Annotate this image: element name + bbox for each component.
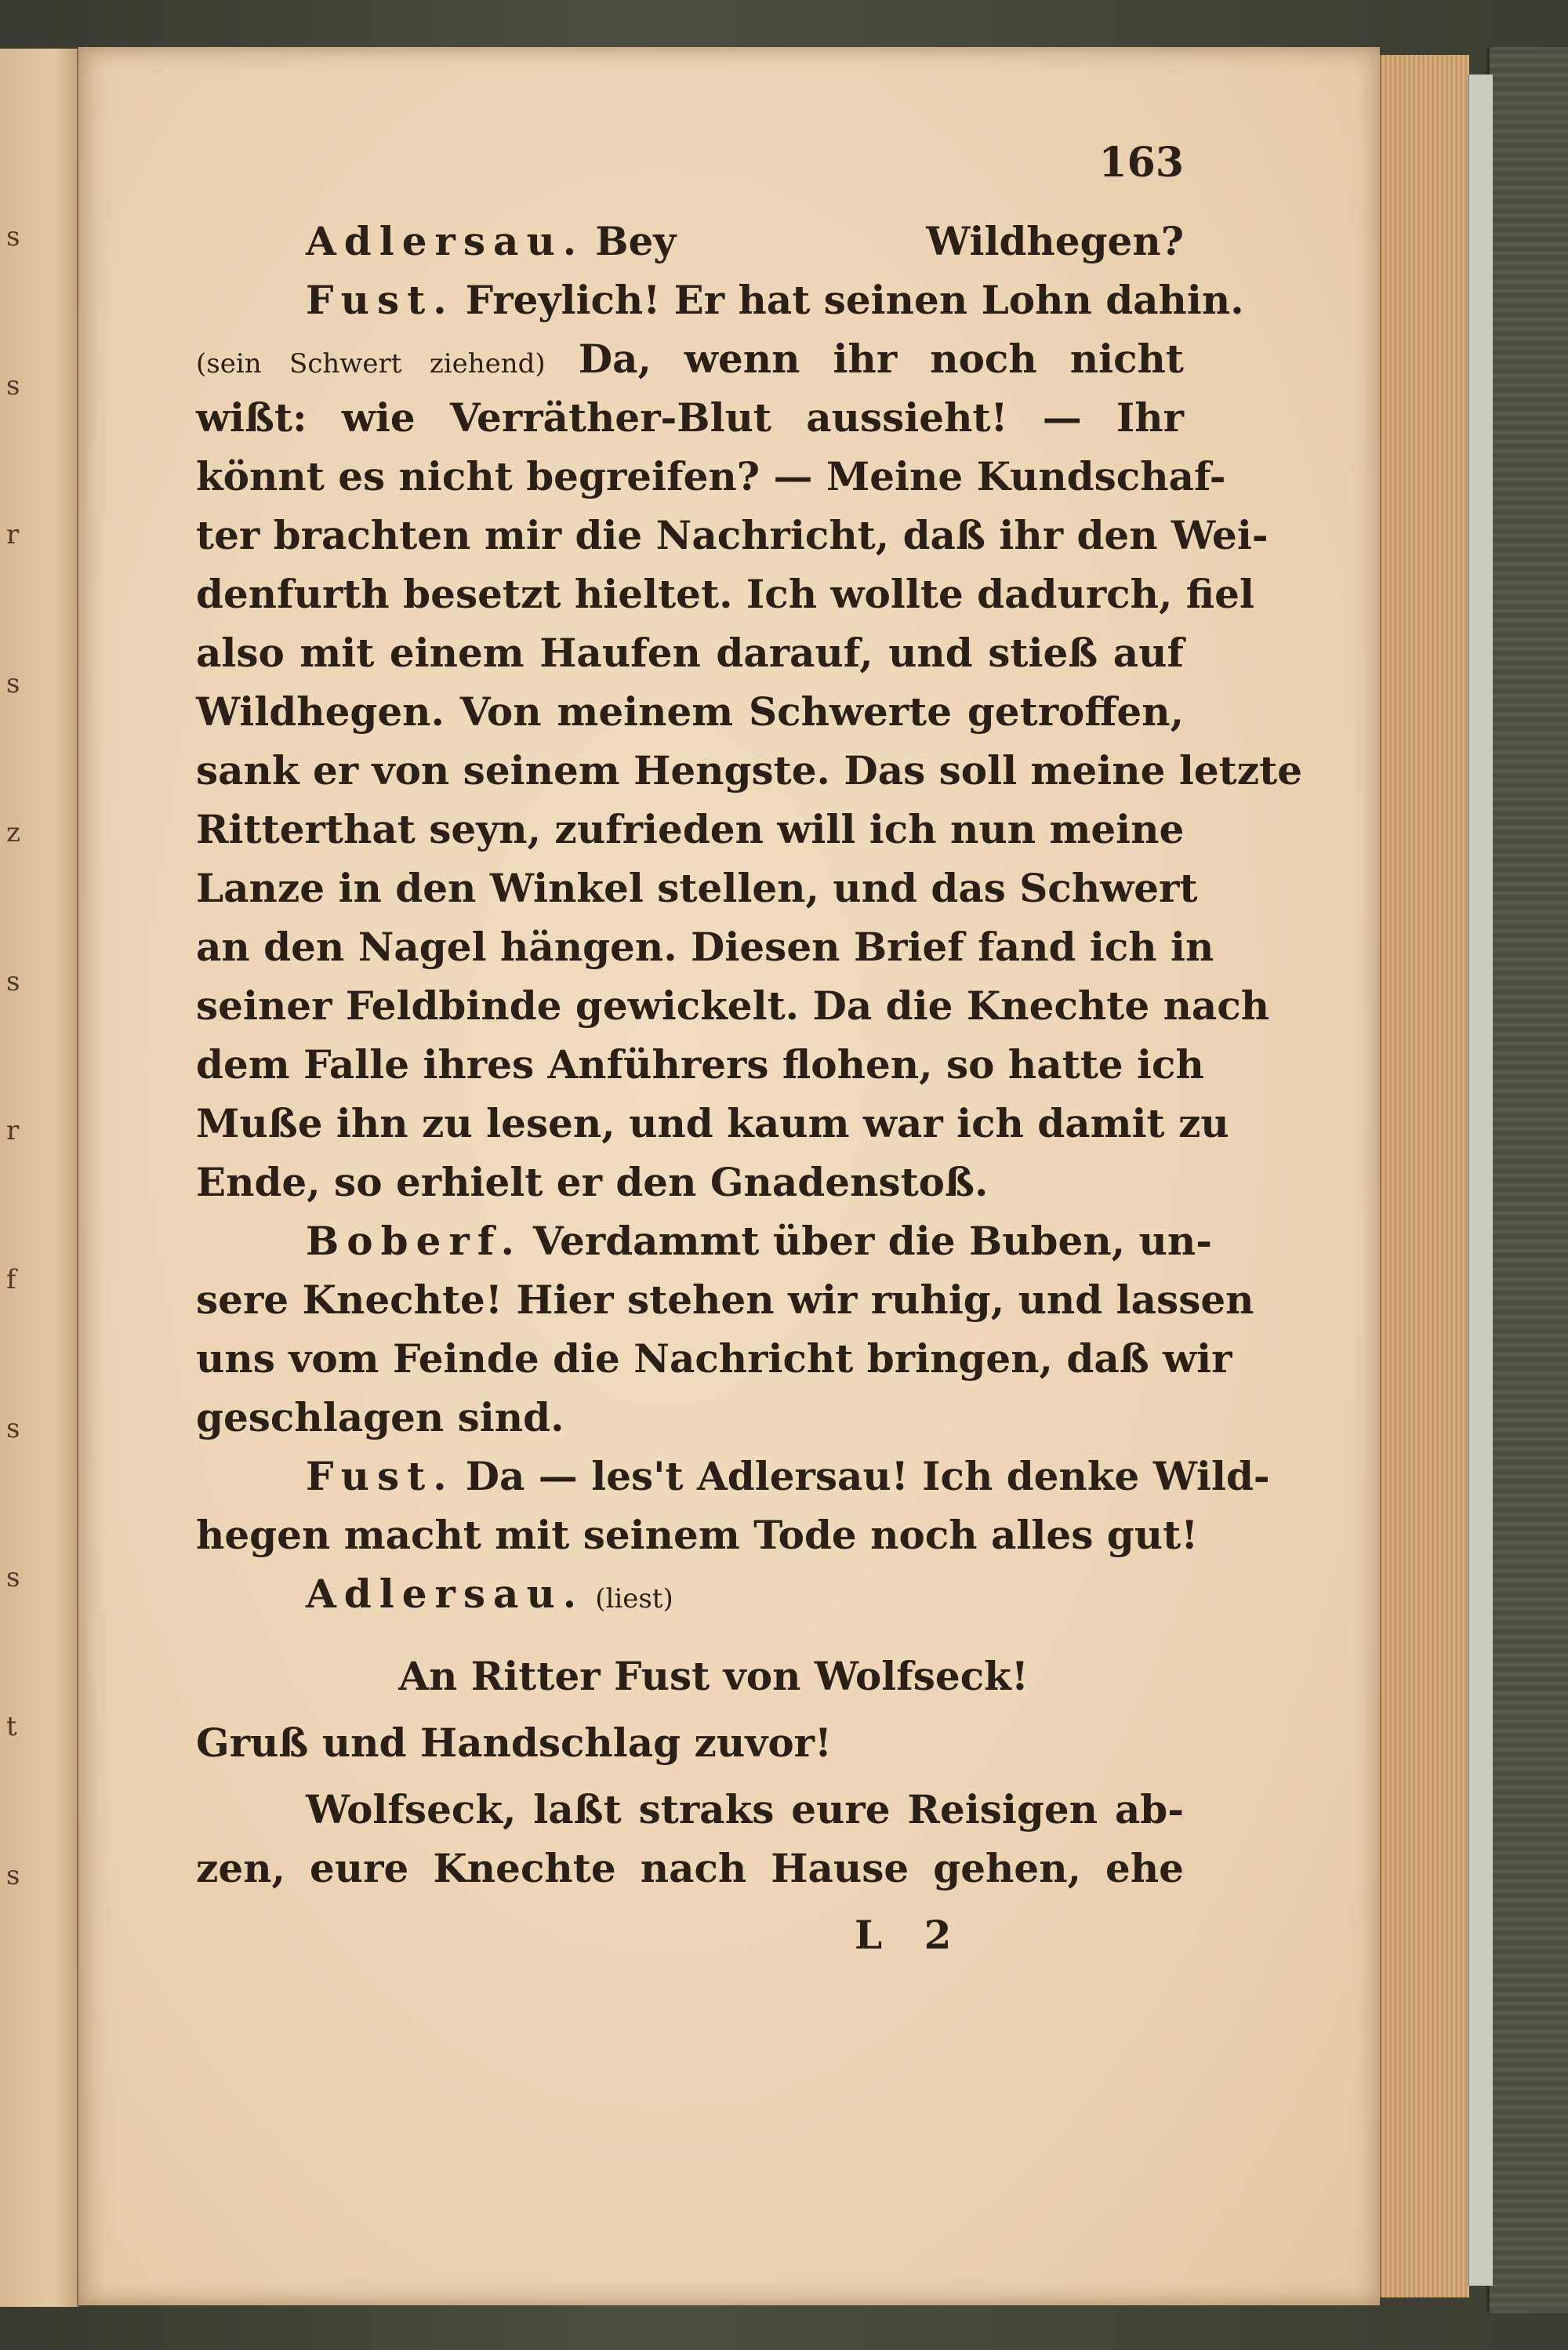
text-line — [196, 1447, 1270, 1506]
line-text: geschlagen sind. — [196, 1394, 564, 1440]
letter-address: An Ritter Fust von Wolfseck! — [398, 1653, 1029, 1699]
facing-page-letter: s — [6, 1562, 20, 1593]
text-line — [196, 1388, 1184, 1447]
line-text: denfurth besetzt hieltet. Ich wollte dadurch, fiel — [196, 571, 1254, 617]
line-text: seiner Feldbinde gewickelt. Da die Knechte nach — [196, 982, 1270, 1029]
line-text: Da, wenn ihr noch nicht — [578, 336, 1184, 382]
text-line — [196, 388, 1184, 447]
letter — [196, 1647, 1184, 1898]
line-text: also mit einem Haufen darauf, und stieß auf — [196, 630, 1184, 676]
facing-page-letter: s — [6, 221, 20, 252]
text-line — [196, 800, 1184, 859]
text-line — [196, 565, 1254, 623]
signature-mark: L 2 — [855, 1912, 966, 1958]
text-line — [196, 623, 1184, 682]
line-text: uns vom Feinde die Nachricht bringen, daß wir — [196, 1335, 1232, 1382]
facing-page-letter: r — [6, 519, 20, 550]
text-line — [196, 917, 1214, 976]
text-line — [196, 859, 1198, 917]
endpaper-strip — [1468, 74, 1493, 2286]
line-text: Wildhegen. Von meinem Schwerte getroffen, — [196, 688, 1184, 735]
line-text: sere Knechte! Hier stehen wir ruhig, und lassen — [196, 1277, 1254, 1323]
line-text: wißt: wie Verräther-Blut aussieht! — Ihr — [196, 394, 1184, 441]
facing-page-letter: s — [6, 1860, 20, 1891]
line-text: sank er von seinem Hengste. Das soll meine letzte — [196, 747, 1303, 794]
text-line — [196, 329, 1184, 388]
speaker-name: Adlersau. — [306, 218, 585, 264]
text-line — [196, 1506, 1199, 1564]
text-lines — [196, 118, 1303, 1623]
speaker-name: Fust. — [306, 1453, 455, 1499]
letter-body-line: Wolfseck, laßt straks eure Reisigen ab- — [306, 1786, 1184, 1832]
text-line — [196, 1035, 1204, 1094]
facing-page-letter: s — [6, 1413, 20, 1444]
line-text: ter brachten mir die Nachricht, daß ihr den Wei- — [196, 512, 1269, 558]
stage-direction: (liest) — [595, 1583, 673, 1614]
speaker-name: Boberf. — [306, 1218, 522, 1264]
line-text: Freylich! Er hat seinen Lohn dahin. — [465, 277, 1244, 323]
facing-page-letter: r — [6, 1115, 20, 1146]
text-line — [196, 1564, 1184, 1623]
facing-page-letter: t — [6, 1711, 17, 1742]
cover-edge — [1486, 47, 1568, 2313]
line-text: an den Nagel hängen. Diesen Brief fand ich in — [196, 924, 1214, 970]
page-block-edges — [1380, 55, 1469, 2297]
text-line — [196, 1270, 1254, 1329]
speaker-name: Adlersau. — [306, 1571, 585, 1617]
text-line — [196, 1094, 1229, 1153]
line-text: Muße ihn zu lesen, und kaum war ich damit zu — [196, 1100, 1229, 1146]
text-line — [196, 447, 1226, 506]
line-text: Verdammt über die Buben, un- — [532, 1218, 1212, 1264]
text-line — [196, 1329, 1232, 1388]
letter-greeting: Gruß und Handschlag zuvor! — [196, 1720, 832, 1766]
line-text: dem Falle ihres Anführers flohen, so hatte ich — [196, 1041, 1204, 1088]
page-number: 163 — [1098, 139, 1184, 187]
facing-page-letter: s — [6, 668, 20, 699]
line-text: könnt es nicht begreifen? — Meine Kundschaf- — [196, 453, 1226, 499]
text-line — [196, 212, 1184, 271]
facing-page-letter: s — [6, 370, 20, 401]
line-text: Lanze in den Winkel stellen, und das Schwert — [196, 865, 1198, 911]
line-text: hegen macht mit seinem Tode noch alles gut! — [196, 1512, 1199, 1558]
text-line — [196, 1153, 1184, 1211]
text-line — [196, 506, 1269, 565]
stage-direction: (sein Schwert ziehend) — [196, 348, 546, 380]
line-text: Da — les't Adlersau! Ich denke Wild- — [465, 1453, 1270, 1499]
text-line — [196, 976, 1270, 1035]
facing-page-letter: s — [6, 966, 20, 997]
line-text: Ende, so erhielt er den Gnadenstoß. — [196, 1159, 989, 1205]
line-text: Bey Wildhegen? — [595, 218, 1184, 264]
text-line — [196, 1211, 1212, 1270]
line-text: Ritterthat seyn, zufrieden will ich nun meine — [196, 806, 1185, 852]
speaker-name: Fust. — [306, 277, 455, 323]
facing-page-letter: f — [6, 1264, 16, 1295]
facing-page-edge — [0, 49, 79, 2307]
facing-page-letter: z — [6, 817, 20, 848]
letter-body-line: zen, eure Knechte nach Hause gehen, ehe — [196, 1845, 1184, 1891]
text-line — [196, 682, 1184, 741]
page-text — [196, 118, 1303, 1958]
text-line — [196, 271, 1244, 329]
text-line — [196, 741, 1303, 800]
